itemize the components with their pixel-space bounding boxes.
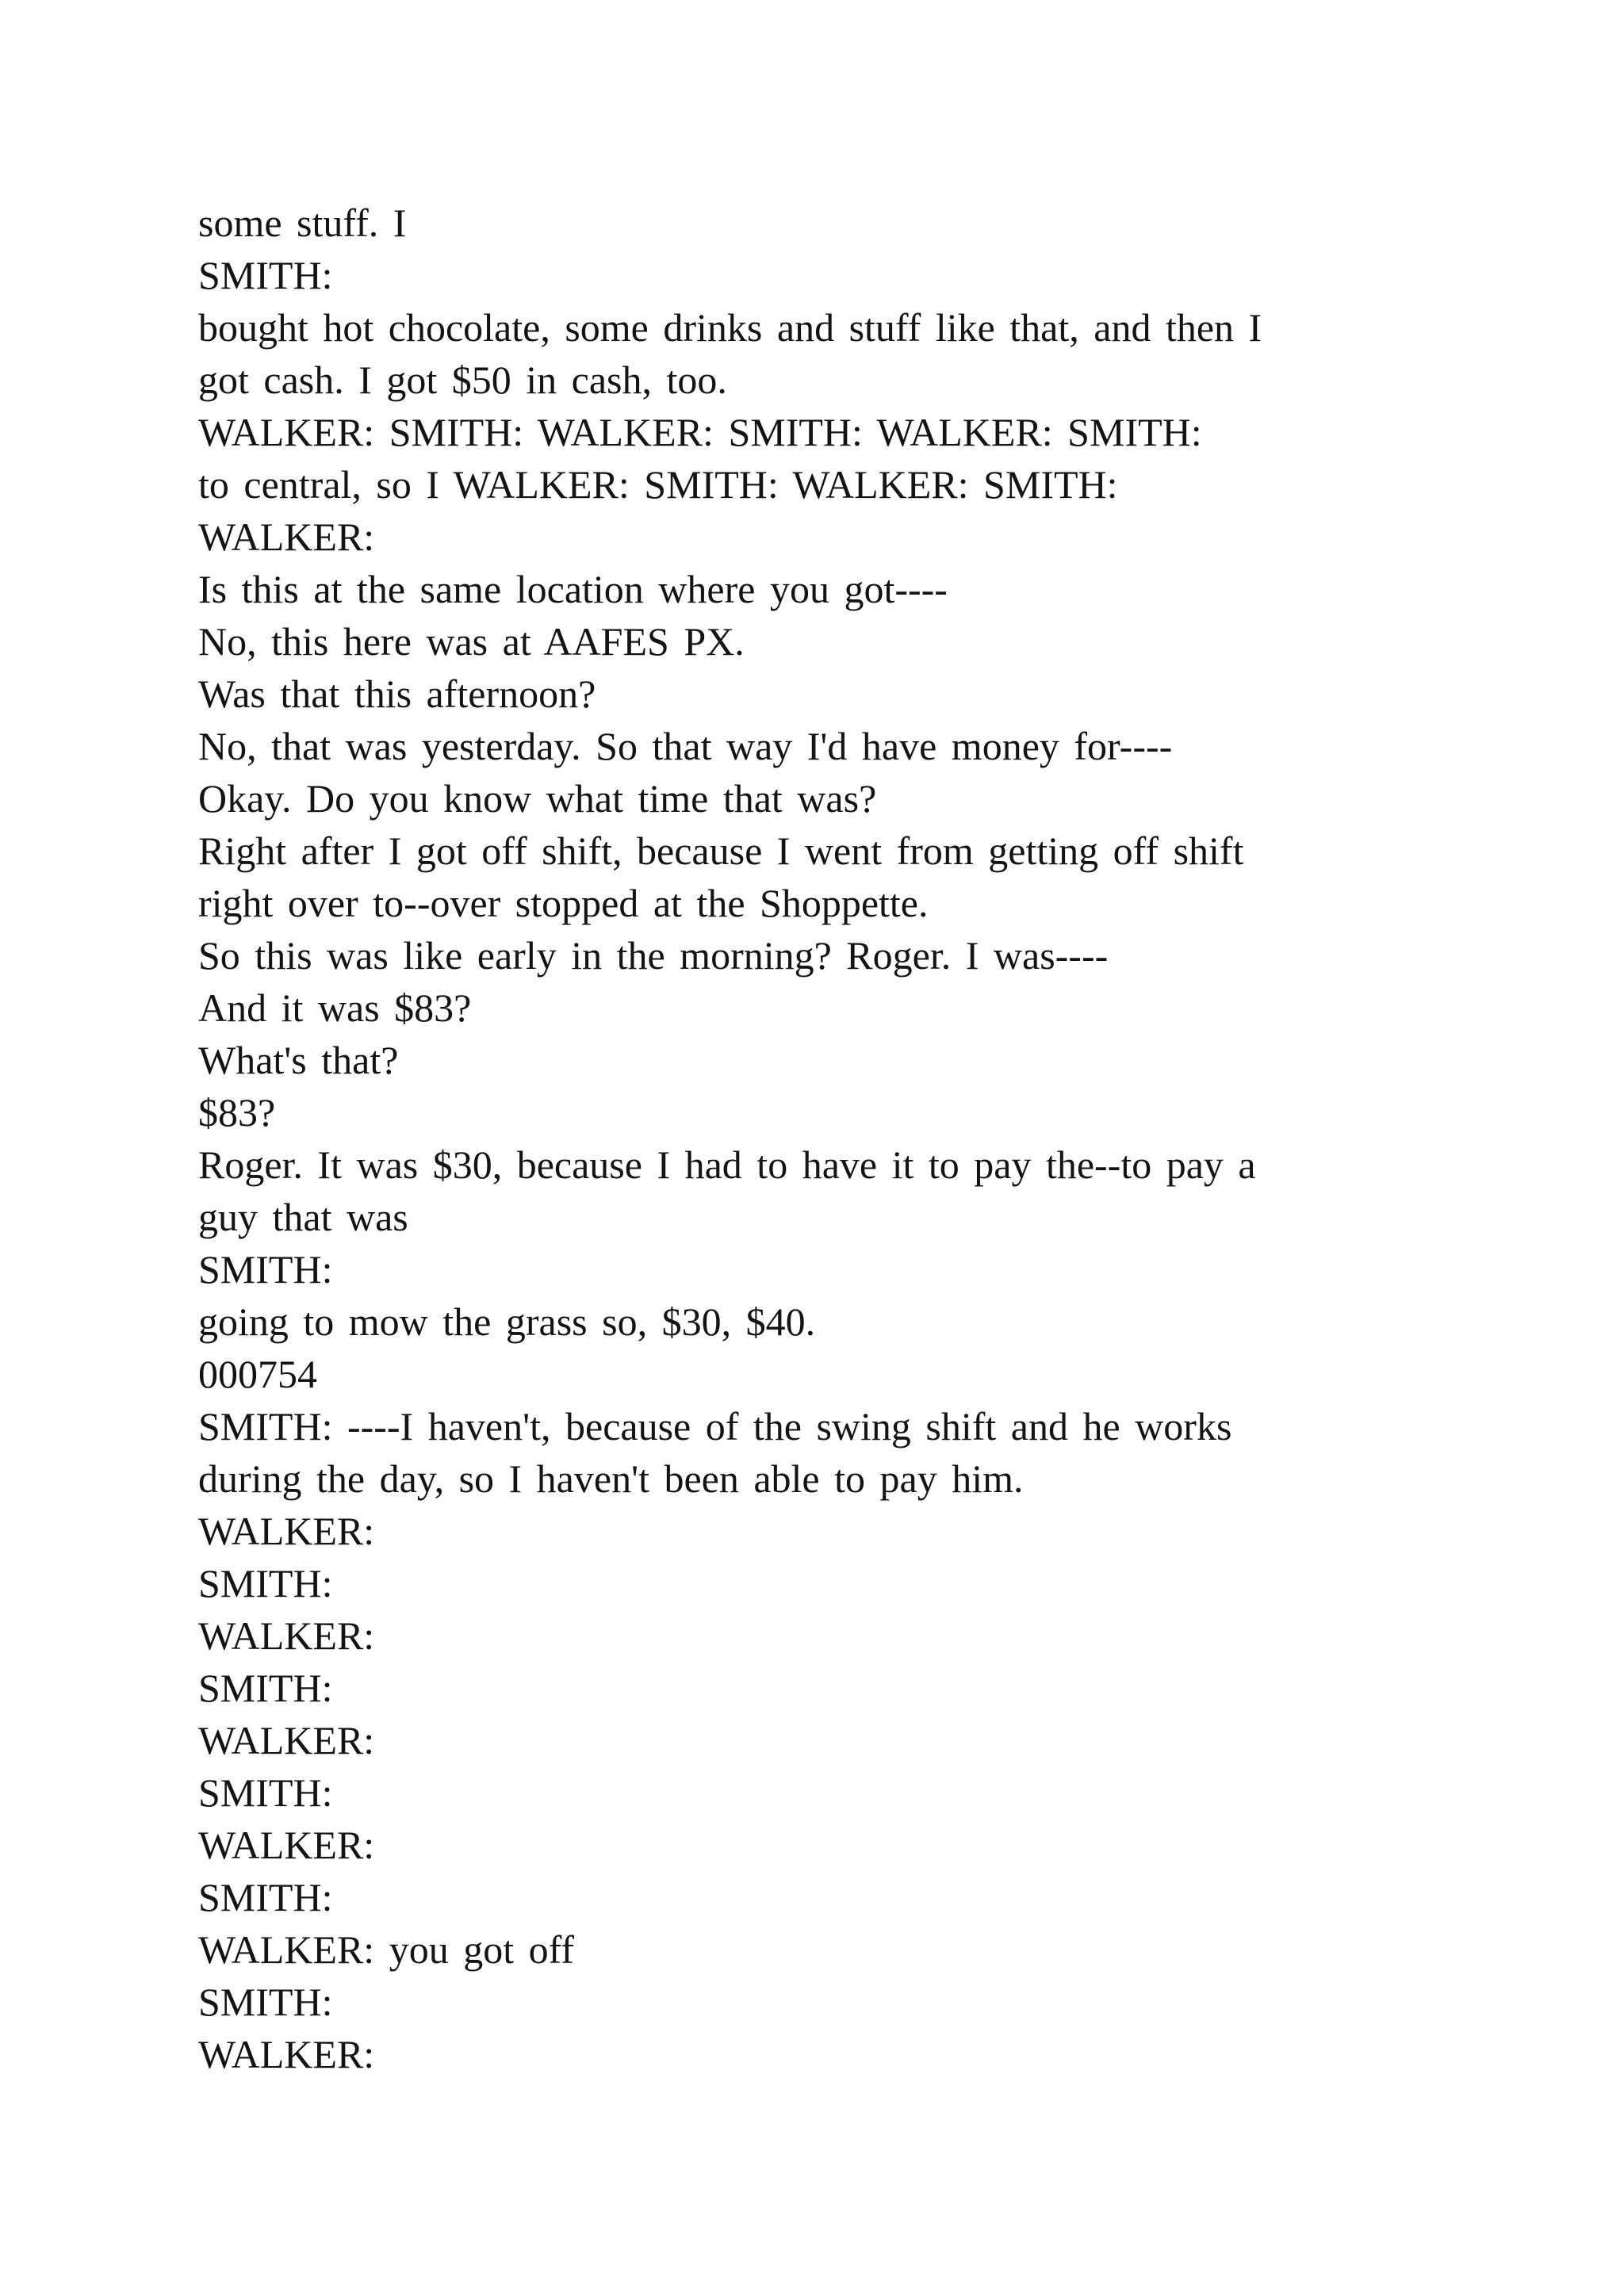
text-line: SMITH:: [198, 1875, 333, 1919]
text-line: No, this here was at AAFES PX.: [198, 619, 745, 664]
text-line: Okay. Do you know what time that was?: [198, 776, 877, 821]
text-line: SMITH:: [198, 1666, 333, 1710]
text-line: some stuff. I: [198, 201, 407, 245]
text-line: Was that this afternoon?: [198, 672, 596, 716]
text-line: bought hot chocolate, some drinks and stuff like that, and then I: [198, 305, 1262, 350]
text-line: WALKER:: [198, 1823, 375, 1867]
text-line: WALKER:: [198, 1613, 375, 1658]
text-line: to central, so I WALKER: SMITH: WALKER: SMITH:: [198, 462, 1118, 507]
text-line: SMITH: ----I haven't, because of the swing shift and he works: [198, 1404, 1232, 1448]
text-line: going to mow the grass so, $30, $40.: [198, 1299, 816, 1344]
page-number: 000754: [198, 1352, 317, 1396]
text-line: Roger. It was $30, because I had to have it to pay the--to pay a: [198, 1142, 1256, 1187]
text-line: WALKER: you got off: [198, 1927, 574, 1972]
text-line: $83?: [198, 1090, 276, 1135]
text-line: guy that was: [198, 1195, 408, 1239]
text-line: SMITH:: [198, 1561, 333, 1605]
text-line: WALKER:: [198, 2032, 375, 2076]
text-line: WALKER:: [198, 1509, 375, 1553]
text-line: WALKER:: [198, 1718, 375, 1762]
text-line: So this was like early in the morning? Roger. I was----: [198, 933, 1109, 978]
text-line: SMITH:: [198, 1247, 333, 1292]
text-line: And it was $83?: [198, 985, 472, 1030]
text-line: SMITH:: [198, 1980, 333, 2024]
text-line: Right after I got off shift, because I went from getting off shift: [198, 828, 1244, 873]
transcript-text: [198, 197, 1546, 2080]
text-line: during the day, so I haven't been able to pay him.: [198, 1456, 1024, 1501]
text-line: WALKER:: [198, 515, 375, 559]
text-line: SMITH:: [198, 253, 333, 297]
text-line: SMITH:: [198, 1770, 333, 1815]
text-line: What's that?: [198, 1038, 399, 1082]
text-line: right over to--over stopped at the Shoppette.: [198, 881, 929, 925]
text-line: Is this at the same location where you got----: [198, 567, 948, 611]
text-line: WALKER: SMITH: WALKER: SMITH: WALKER: SMITH:: [198, 410, 1202, 454]
text-line: got cash. I got $50 in cash, too.: [198, 358, 727, 402]
text-line: No, that was yesterday. So that way I'd have money for----: [198, 724, 1173, 768]
